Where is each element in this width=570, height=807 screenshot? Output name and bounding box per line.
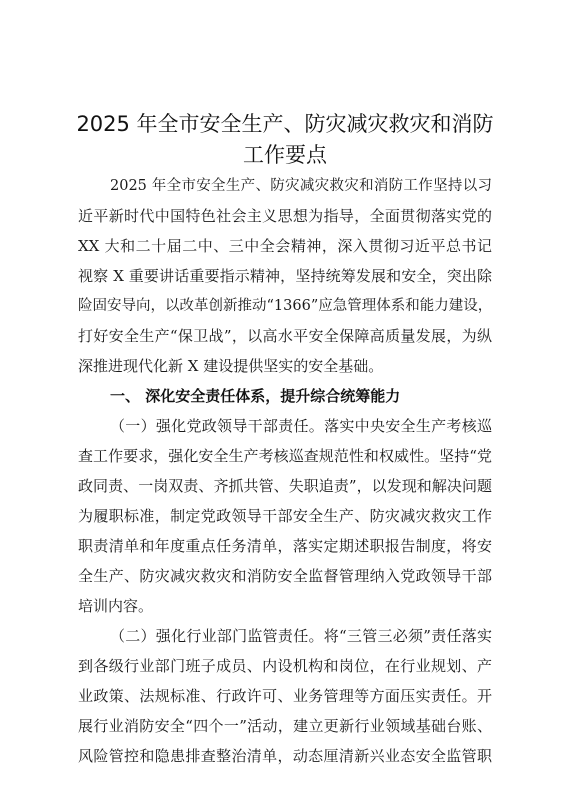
body-line: 为履职标准，制定党政领导干部安全生产、防灾减灾救灾工作 xyxy=(78,507,492,525)
body-line: 政同责、一岗双责、齐抓共管、失职追责”，以发现和解决问题 xyxy=(78,477,492,495)
document-title-line-2: 工作要点 xyxy=(243,143,327,167)
body-line: （二）强化行业部门监管责任。将“三管三必须”责任落实 xyxy=(110,627,492,645)
body-line: 打好安全生产“保卫战”，以高水平安全保障高质量发展，为纵 xyxy=(78,327,492,345)
body-line: 2025 年全市安全生产、防灾减灾救灾和消防工作坚持以习 xyxy=(110,178,492,194)
body-line: 培训内容。 xyxy=(78,597,154,615)
body-line: 业政策、法规标准、行政许可、业务管理等方面压实责任。开 xyxy=(78,687,492,705)
section-heading: 一、 深化安全责任体系，提升综合统筹能力 xyxy=(110,387,401,405)
body-line: 职责清单和年度重点任务清单，落实定期述职报告制度，将安 xyxy=(78,537,492,555)
body-line: 全生产、防灾减灾救灾和消防安全监督管理纳入党政领导干部 xyxy=(78,567,492,585)
body-line: 查工作要求，强化安全生产考核巡查规范性和权威性。坚持“党 xyxy=(78,447,492,465)
body-line: （一）强化党政领导干部责任。落实中央安全生产考核巡 xyxy=(110,417,492,435)
body-line: 到各级行业部门班子成员、内设机构和岗位，在行业规划、产 xyxy=(78,657,492,675)
body-line: 深推进现代化新 X 建设提供坚实的安全基础。 xyxy=(78,357,384,375)
body-line: 展行业消防安全“四个一”活动，建立更新行业领域基础台账、 xyxy=(78,717,492,735)
body-line: 险固安导向，以改革创新推动“1366”应急管理体系和能力建设， xyxy=(78,298,493,314)
body-line: 风险管控和隐患排查整治清单，动态厘清新兴业态安全监管职 xyxy=(78,747,492,765)
document-title-line-1: 2025 年全市安全生产、防灾减灾救灾和消防 xyxy=(76,112,494,136)
body-line: 近平新时代中国特色社会主义思想为指导，全面贯彻落实党的 xyxy=(78,207,492,225)
body-line: XX 大和二十届二中、三中全会精神，深入贯彻习近平总书记 xyxy=(78,237,492,255)
body-line: 视察 X 重要讲话重要指示精神，坚持统筹发展和安全，突出除 xyxy=(78,267,492,285)
